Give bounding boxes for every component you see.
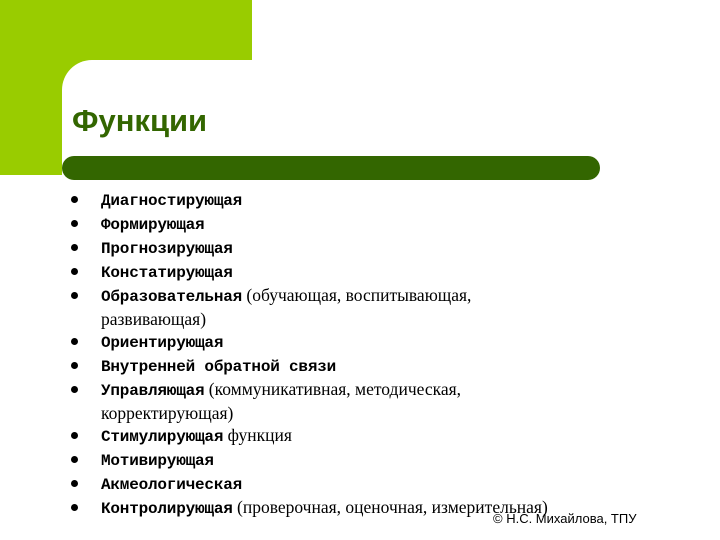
list-item-text [101, 330, 571, 354]
list-item [71, 284, 691, 330]
list-item-main-label: Контролирующая [101, 500, 233, 518]
list-item-main-label: Формирующая [101, 216, 205, 234]
list-item-main-label: Ориентирующая [101, 334, 224, 352]
list-item [71, 188, 691, 212]
bullet-icon [71, 432, 78, 439]
list-item-detail: (проверочная, оценочная, измерительная) [232, 497, 548, 517]
list-item [71, 212, 691, 236]
list-item-text [101, 212, 571, 236]
bullet-icon [71, 338, 78, 345]
slide-title: Функции [72, 103, 208, 138]
list-item [71, 330, 691, 354]
bullet-icon [71, 386, 78, 393]
list-item-main-label: Мотивирующая [101, 452, 214, 470]
list-item-main-label: Прогнозирующая [101, 240, 233, 258]
list-item-text [101, 378, 571, 424]
bullet-icon [71, 220, 78, 227]
list-item [71, 448, 691, 472]
list-item-main-label: Акмеологическая [101, 476, 243, 494]
bullet-icon [71, 504, 78, 511]
list-item-text [101, 472, 571, 496]
bullet-icon [71, 196, 78, 203]
list-item-text [101, 284, 571, 330]
list-item-main-label: Внутренней обратной связи [101, 358, 337, 376]
list-item [71, 260, 691, 284]
list-item-main-label: Стимулирующая [101, 428, 224, 446]
footer-copyright: © Н.С. Михайлова, ТПУ [493, 511, 637, 526]
list-item-main-label: Образовательная [101, 288, 243, 306]
bullet-icon [71, 268, 78, 275]
list-item [71, 236, 691, 260]
list-item-main-label: Констатирующая [101, 264, 233, 282]
list-item-main-label: Диагностирующая [101, 192, 243, 210]
list-item-text [101, 448, 571, 472]
list-item-text [101, 354, 571, 378]
list-item [71, 424, 691, 448]
list-item-text [101, 188, 571, 212]
list-item-text [101, 260, 571, 284]
function-list [71, 188, 691, 520]
bullet-icon [71, 292, 78, 299]
list-item-detail: (коммуникативная, методическая, корректирующая) [101, 379, 462, 423]
list-item [71, 472, 691, 496]
list-item [71, 378, 691, 424]
list-item [71, 354, 691, 378]
bullet-icon [71, 362, 78, 369]
bullet-icon [71, 480, 78, 487]
list-item-text [101, 236, 571, 260]
list-item-main-label: Управляющая [101, 382, 205, 400]
bullet-icon [71, 244, 78, 251]
bullet-icon [71, 456, 78, 463]
title-underline-bar [62, 156, 600, 180]
list-item-text [101, 424, 571, 448]
list-item-detail: функция [223, 425, 292, 445]
list-item-detail: (обучающая, воспитывающая, развивающая) [101, 285, 472, 329]
green-side-strip [0, 0, 62, 175]
